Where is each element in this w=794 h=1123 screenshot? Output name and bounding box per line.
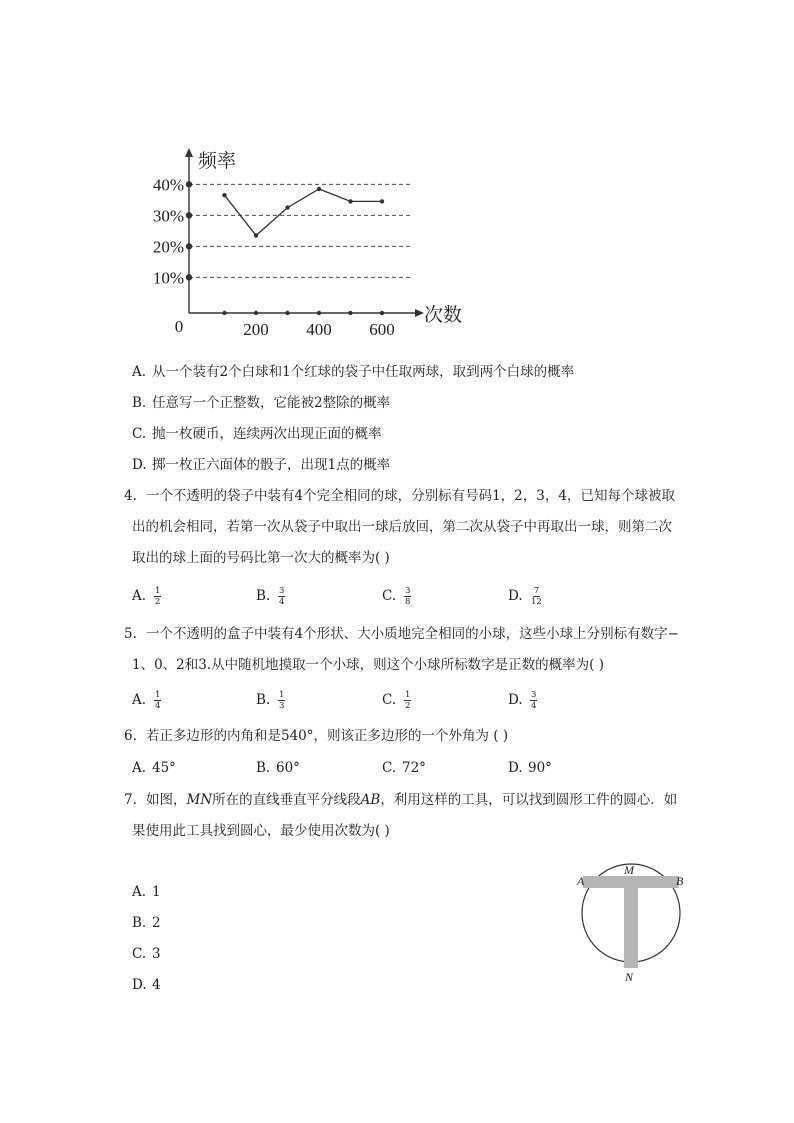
y-tick-dot (186, 181, 192, 187)
option-letter: A. (132, 884, 147, 900)
q4-stem-line-2: 出的机会相同，若第一次从袋子中取出一球后放回，第二次从袋子中再取出一球，则第二次 (132, 519, 672, 535)
q5-stem-line-1 (124, 624, 679, 644)
q3-option-b[interactable] (132, 393, 390, 413)
x-tick-label: 600 (369, 320, 395, 339)
option-letter: D. (508, 692, 523, 708)
option-letter: A. (132, 364, 147, 380)
label-b: B (676, 874, 684, 888)
y-tick-dot (186, 212, 192, 218)
fraction-denominator: 2 (405, 701, 411, 711)
label-a: A (577, 874, 585, 888)
q4-option-b[interactable] (256, 586, 285, 607)
q7-stem-line-2: 果使用此工具找到圆心，最少使用次数为( ) (132, 823, 390, 839)
q4-stem-line-1 (124, 486, 675, 506)
q6-option-d[interactable] (508, 758, 552, 778)
y-tick-label: 30% (152, 206, 184, 226)
q7-option-c[interactable] (132, 944, 161, 964)
option-letter: C. (382, 588, 397, 604)
question-number: 7. (124, 792, 137, 808)
q4-option-a[interactable] (132, 586, 161, 607)
x-tick-dot (254, 311, 258, 315)
q5-text-1: 一个不透明的盒子中装有4个形状、大小质地完全相同的小球，这些小球上分别标有数字− (146, 626, 679, 642)
option-letter: B. (132, 395, 147, 411)
x-tick-dot (317, 311, 321, 315)
q7-option-a[interactable] (132, 882, 161, 902)
option-text: 4 (152, 977, 161, 993)
option-letter: B. (132, 915, 147, 931)
option-text: 任意写一个正整数，它能被2整除的概率 (152, 395, 391, 411)
option-letter: C. (132, 946, 147, 962)
option-text: 60° (276, 760, 300, 776)
fraction-denominator: 2 (155, 597, 161, 607)
option-letter: C. (382, 692, 397, 708)
option-letter: A. (132, 588, 147, 604)
q3-option-a[interactable] (132, 362, 574, 382)
q5-option-c[interactable] (382, 690, 411, 711)
data-point (348, 199, 352, 203)
fraction-numerator: 3 (405, 586, 411, 596)
origin-label: 0 (174, 317, 184, 336)
q6-option-c[interactable] (382, 758, 426, 778)
q4-stem-line-3: 取出的球上面的号码比第一次大的概率为( ) (132, 550, 390, 566)
option-letter: B. (256, 588, 271, 604)
fraction-numerator: 7 (533, 586, 540, 596)
x-tick-dot (348, 311, 352, 315)
fraction (530, 586, 543, 607)
series-line (225, 189, 383, 236)
q7-text-b: 所在的直线垂直平分线段 (212, 792, 361, 808)
fraction-numerator: 1 (155, 586, 161, 596)
q7-stem-line-1 (124, 790, 677, 810)
q5-stem-line-2: 1、0、2和3.从中随机地摸取一个小球，则这个小球所标数字是正数的概率为( ) (132, 657, 604, 673)
q3-option-d[interactable] (132, 455, 390, 475)
y-axis-label: 频率 (198, 150, 237, 172)
data-point (285, 205, 289, 209)
fraction-numerator: 1 (155, 690, 161, 700)
option-letter: B. (256, 692, 271, 708)
q4-option-c[interactable] (382, 586, 411, 607)
x-tick-label: 200 (243, 320, 269, 339)
y-tick-dot (186, 274, 192, 280)
option-text: 掷一枚正六面体的骰子，出现1点的概率 (152, 457, 391, 473)
x-axis-label: 次数 (424, 304, 463, 326)
fraction-denominator: 12 (531, 597, 542, 607)
option-letter: D. (132, 457, 147, 473)
q5-option-b[interactable] (256, 690, 285, 711)
frequency-line-chart (152, 143, 480, 343)
fraction-denominator: 4 (155, 701, 161, 711)
q7-option-d[interactable] (132, 975, 161, 995)
fraction-numerator: 3 (531, 690, 537, 700)
option-text: 3 (152, 946, 161, 962)
q5-option-d[interactable] (508, 690, 537, 711)
y-tick-label: 10% (152, 268, 184, 288)
label-n: N (625, 970, 634, 984)
data-point (254, 233, 258, 237)
question-number: 6. (124, 728, 137, 744)
fraction (278, 586, 285, 607)
fraction (404, 586, 411, 607)
fraction (154, 586, 161, 607)
circle-tool-diagram (570, 860, 690, 985)
fraction-numerator: 1 (405, 690, 411, 700)
option-letter: D. (508, 760, 523, 776)
fraction (530, 690, 537, 711)
option-letter: C. (382, 760, 397, 776)
option-text: 72° (402, 760, 426, 776)
q7-text-a: 如图， (146, 792, 187, 808)
fraction-denominator: 4 (279, 597, 285, 607)
fraction-denominator: 4 (531, 701, 537, 711)
q7-text-c: ，利用这样的工具，可以找到圆形工件的圆心．如 (380, 792, 678, 808)
q4-option-d[interactable] (508, 586, 543, 607)
fraction (154, 690, 161, 711)
option-letter: A. (132, 692, 147, 708)
option-text: 45° (152, 760, 176, 776)
y-tick-label: 20% (152, 237, 184, 257)
fraction-numerator: 3 (279, 586, 285, 596)
x-tick-dot (222, 311, 226, 315)
question-number: 4. (124, 488, 137, 504)
label-m: M (624, 863, 634, 877)
tool-stem (624, 888, 638, 968)
y-tick-label: 40% (152, 175, 184, 195)
q3-option-c[interactable] (132, 424, 382, 444)
option-text: 1 (152, 884, 161, 900)
option-letter: C. (132, 426, 147, 442)
y-axis-arrow (185, 148, 193, 157)
q6-option-b[interactable] (256, 758, 300, 778)
question-number: 5. (124, 626, 137, 642)
q4-text-1: 一个不透明的袋子中装有4个完全相同的球，分别标有号码1，2，3，4，已知每个球被取 (146, 488, 675, 504)
q6-text: 若正多边形的内角和是540°，则该正多边形的一个外角为 ( ) (146, 728, 509, 744)
option-text: 抛一枚硬币，连续两次出现正面的概率 (152, 426, 382, 442)
x-tick-label: 400 (306, 320, 332, 339)
option-text: 从一个装有2个白球和1个红球的袋子中任取两球，取到两个白球的概率 (152, 364, 575, 380)
fraction-denominator: 3 (279, 701, 285, 711)
option-text: 2 (152, 915, 161, 931)
tool-crossbar (583, 876, 679, 888)
x-axis-arrow (415, 309, 424, 317)
option-letter: D. (132, 977, 147, 993)
data-point (380, 199, 384, 203)
option-letter: A. (132, 760, 147, 776)
q5-option-a[interactable] (132, 690, 161, 711)
fraction (404, 690, 411, 711)
option-letter: B. (256, 760, 271, 776)
q6-stem (124, 726, 508, 746)
fraction-denominator: 8 (405, 597, 411, 607)
x-tick-dot (380, 311, 384, 315)
data-point (222, 193, 226, 197)
segment-mn: MN (186, 792, 213, 808)
data-point (317, 187, 321, 191)
option-letter: D. (508, 588, 523, 604)
fraction (278, 690, 285, 711)
option-text: 90° (528, 760, 552, 776)
q6-option-a[interactable] (132, 758, 176, 778)
segment-ab: AB (360, 792, 381, 808)
fraction-numerator: 1 (279, 690, 285, 700)
y-tick-dot (186, 243, 192, 249)
x-tick-dot (285, 311, 289, 315)
q7-option-b[interactable] (132, 913, 161, 933)
